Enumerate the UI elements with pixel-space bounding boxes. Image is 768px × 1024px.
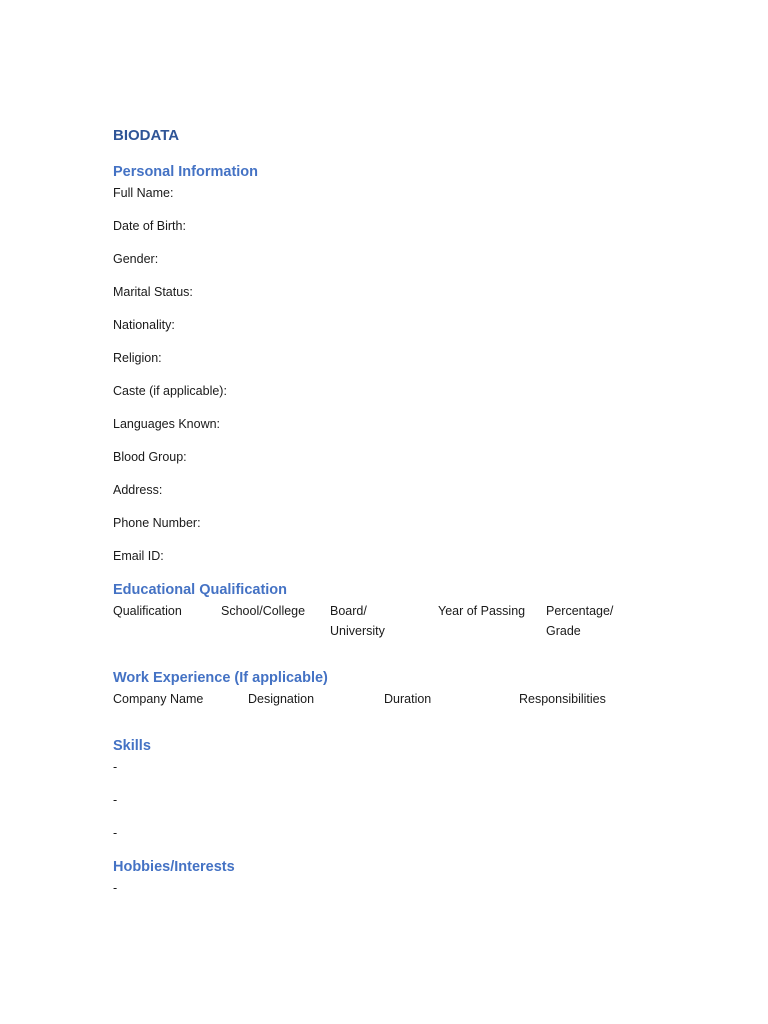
list-item: - (113, 881, 118, 895)
marital-status-label: Marital Status: (113, 285, 193, 299)
email-id-label: Email ID: (113, 549, 164, 563)
gender-label: Gender: (113, 252, 159, 266)
company-name-column: Company Name (113, 692, 204, 706)
designation-column: Designation (248, 692, 315, 706)
skills-heading: Skills (113, 738, 151, 754)
qualification-column: Qualification (113, 604, 182, 618)
nationality-label: Nationality: (113, 318, 175, 332)
caste-label: Caste (if applicable): (113, 384, 227, 398)
list-item: - (113, 760, 118, 774)
school-college-column: School/College (221, 604, 306, 618)
responsibilities-column: Responsibilities (519, 692, 606, 706)
education-table-header (113, 601, 673, 641)
work-table-header (113, 689, 673, 709)
address-label: Address: (113, 483, 163, 497)
religion-label: Religion: (113, 351, 162, 365)
skills-list (113, 759, 673, 841)
work-experience-heading: Work Experience (If applicable) (113, 670, 328, 686)
date-of-birth-label: Date of Birth: (113, 219, 186, 233)
document-title: BIODATA (113, 127, 180, 144)
blood-group-label: Blood Group: (113, 450, 187, 464)
list-item: - (113, 793, 118, 807)
education-heading: Educational Qualification (113, 582, 288, 598)
hobbies-heading: Hobbies/Interests (113, 859, 235, 875)
duration-column: Duration (384, 692, 432, 706)
languages-known-label: Languages Known: (113, 417, 221, 431)
percentage-grade-column: Percentage/ Grade (546, 604, 614, 638)
hobbies-list (113, 880, 673, 896)
document-content (113, 126, 673, 896)
full-name-label: Full Name: (113, 186, 174, 200)
year-of-passing-column: Year of Passing (438, 604, 526, 618)
personal-info-fields (113, 185, 673, 564)
personal-info-heading: Personal Information (113, 164, 259, 180)
list-item: - (113, 826, 118, 840)
board-university-column: Board/ University (330, 604, 385, 638)
phone-number-label: Phone Number: (113, 516, 201, 530)
